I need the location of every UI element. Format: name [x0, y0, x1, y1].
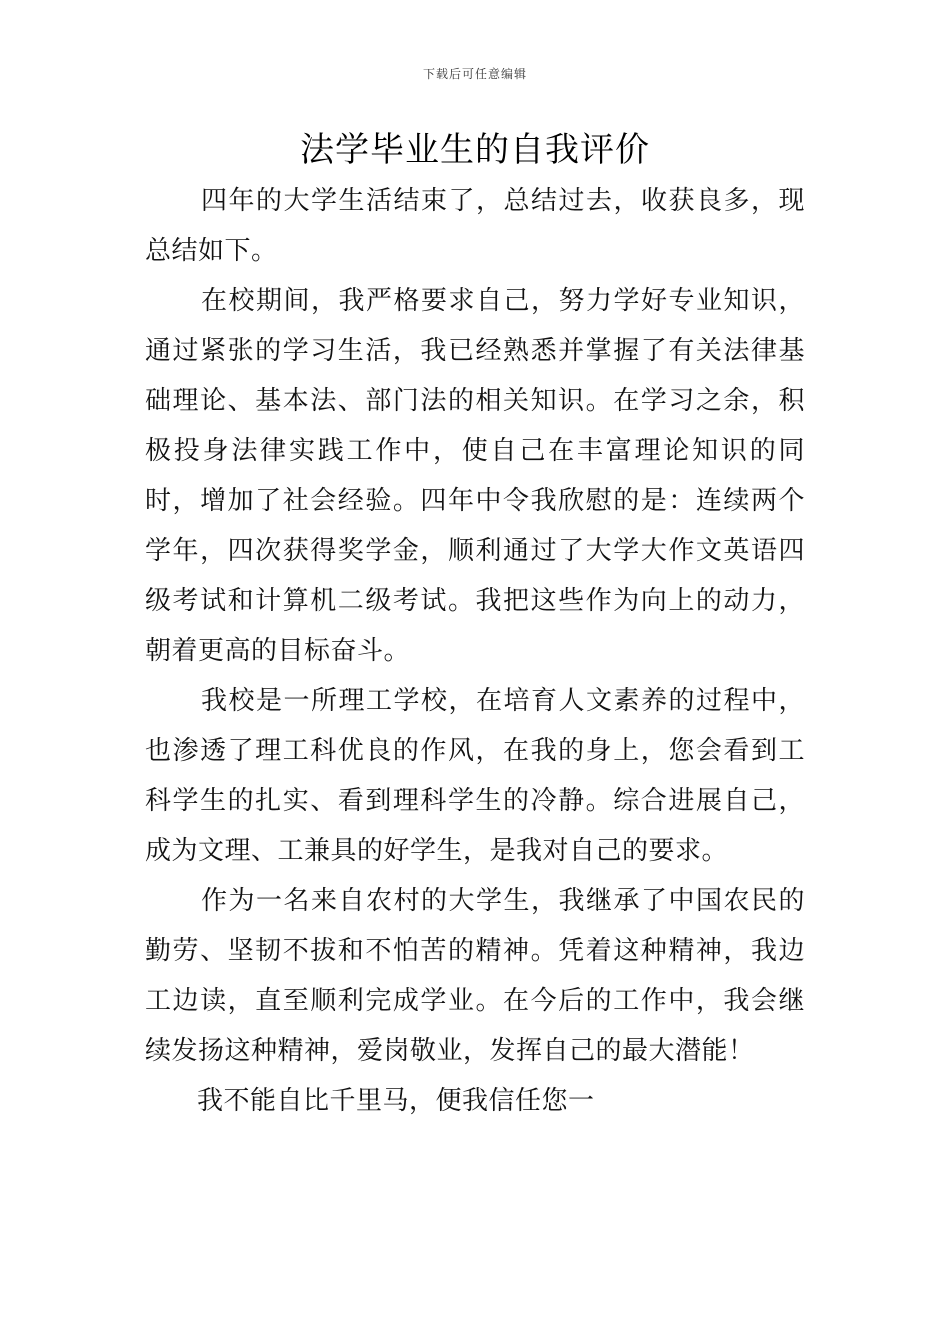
document-title: 法学毕业生的自我评价: [300, 130, 650, 170]
paragraph: 四年的大学生活结束了，总结过去，收获良多，现总结如下。: [145, 186, 805, 266]
paragraph: 作为一名来自农村的大学生，我继承了中国农民的勤劳、坚韧不拔和不怕苦的精神。凭着这种精神，我边工边读，直至顺利完成学业。在今后的工作中，我会继续发扬这种精神，爱岗敬业，发挥自己的最大潜能！: [145, 886, 805, 1066]
header-note: 下载后可任意编辑: [422, 67, 527, 81]
document-body: [145, 176, 805, 1126]
paragraph: 我校是一所理工学校，在培育人文素养的过程中，也渗透了理工科优良的作风，在我的身上，您会看到工科学生的扎实、看到理科学生的冷静。综合进展自己，成为文理、工兼具的好学生，是我对自己的要求。: [145, 686, 805, 866]
paragraph: 在校期间，我严格要求自己，努力学好专业知识，通过紧张的学习生活，我已经熟悉并掌握了有关法律基础理论、基本法、部门法的相关知识。在学习之余，积极投身法律实践工作中，使自己在丰富理论知识的同时，增加了社会经验。四年中令我欣慰的是：连续两个学年，四次获得奖学金，顺利通过了大学大作文英语四级考试和计算机二级考试。我把这些作为向上的动力，朝着更高的目标奋斗。: [145, 286, 805, 666]
paragraph: 我不能自比千里马，便我信任您一: [197, 1086, 595, 1116]
